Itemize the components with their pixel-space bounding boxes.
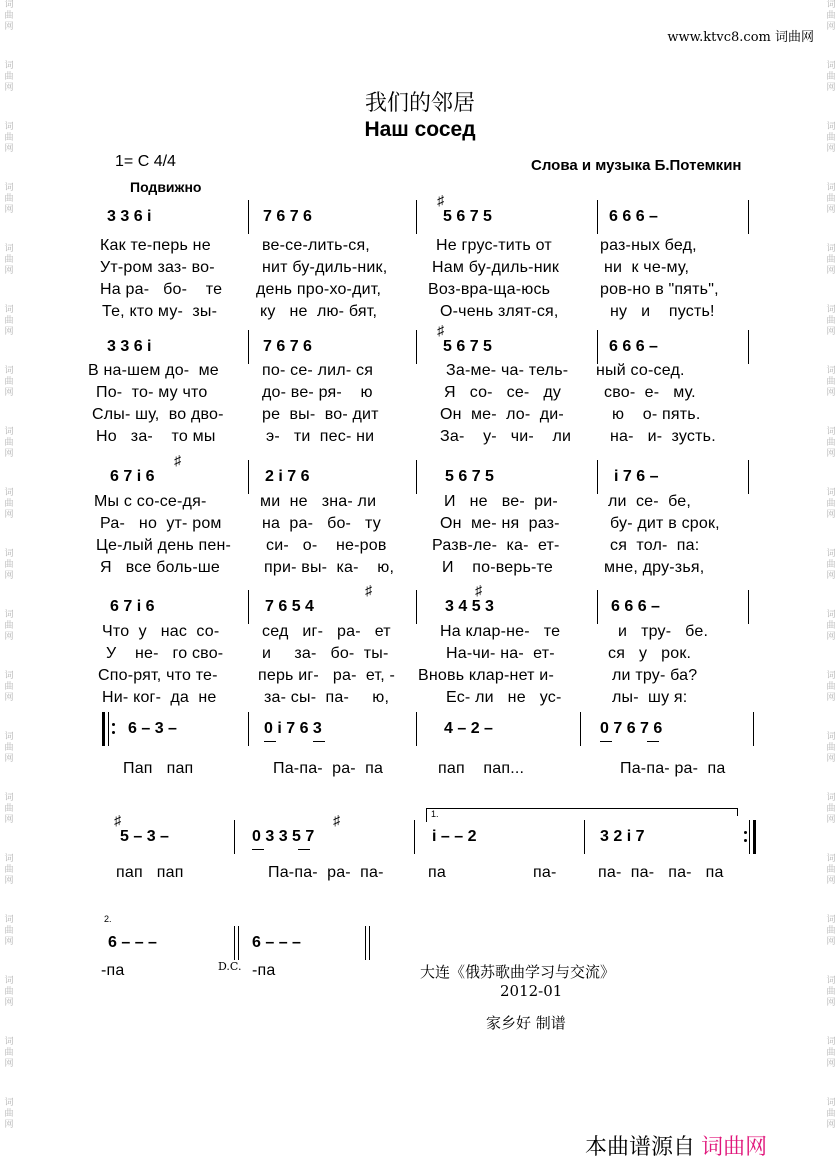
lyric-line: Це-лый день пен- <box>96 537 232 554</box>
lyric-line: Ни- ког- да не <box>102 689 217 706</box>
lyric-line: Пап пап <box>123 760 194 777</box>
watermark-glyph: 网 <box>826 266 836 276</box>
watermark-glyph: 词 <box>826 1098 836 1108</box>
lyric-line: мне, дру-зья, <box>604 559 705 576</box>
watermark-glyph: 词 <box>4 0 14 10</box>
watermark-glyph: 曲 <box>826 621 836 631</box>
sharp-sign: ♯ <box>365 582 372 598</box>
measure: 7 6 7 6 <box>263 208 312 225</box>
watermark-glyph: 曲 <box>826 743 836 753</box>
watermark-glyph: 网 <box>826 144 836 154</box>
watermark-gap <box>824 155 838 183</box>
lyric-line: О-чень злят-ся, <box>440 303 559 320</box>
lyric-line: ре вы- во- дит <box>262 406 379 423</box>
lyric-line: лы- шу я: <box>612 689 688 706</box>
lyric-line: Па-па- ра- па <box>620 760 726 777</box>
lyric-line: Мы с со-се-дя- <box>94 493 207 510</box>
watermark-glyph: 曲 <box>4 560 14 570</box>
watermark-gap <box>2 948 16 976</box>
measure: 7 6 7 6 <box>263 338 312 355</box>
measure: 5 – 3 – <box>120 828 169 845</box>
lyric-line: На ра- бо- те <box>100 281 223 298</box>
lyric-line: Ра- но ут- ром <box>100 515 222 532</box>
measure: 7 6 5 4 <box>265 598 314 615</box>
watermark-glyph: 曲 <box>4 743 14 753</box>
lyric-line: Слы- шу, во дво- <box>92 406 224 423</box>
watermark-gap <box>824 1009 838 1037</box>
watermark-glyph: 网 <box>4 205 14 215</box>
watermark-gap <box>824 582 838 610</box>
watermark-glyph: 曲 <box>826 194 836 204</box>
watermark-gap <box>824 521 838 549</box>
watermark-glyph: 网 <box>826 205 836 215</box>
watermark-gap <box>824 1131 838 1159</box>
watermark-glyph: 曲 <box>4 1048 14 1058</box>
watermark-gap <box>2 399 16 427</box>
watermark-gap <box>2 704 16 732</box>
watermark-glyph: 网 <box>826 449 836 459</box>
watermark-glyph: 网 <box>826 510 836 520</box>
sharp-sign: ♯ <box>475 582 482 598</box>
lyric-line: сво- е- му. <box>604 384 696 401</box>
underline-mark <box>600 741 612 742</box>
watermark-glyph: 曲 <box>4 682 14 692</box>
volta-bracket-1 <box>426 808 738 809</box>
lyric-line: За-ме- ча- тель- <box>446 362 569 379</box>
lyric-line: Но за- то мы <box>96 428 216 445</box>
measure: 5 6 7 5 <box>443 338 492 355</box>
sharp-sign: ♯ <box>333 812 340 828</box>
lyric-line: Па-па- ра- па- <box>268 864 384 881</box>
watermark-glyph: 网 <box>826 571 836 581</box>
lyric-line: В на-шем до- ме <box>88 362 219 379</box>
watermark-glyph: 网 <box>826 998 836 1008</box>
measure: i – – 2 <box>432 828 477 845</box>
title-chinese: 我们的邻居 <box>364 91 475 116</box>
watermark-glyph: 曲 <box>826 438 836 448</box>
repeat-dots <box>112 723 115 726</box>
watermark-glyph: 曲 <box>4 1109 14 1119</box>
tempo-marking: Подвижно <box>130 179 202 195</box>
repeat-dots <box>112 731 115 734</box>
watermark-glyph: 网 <box>4 998 14 1008</box>
watermark-glyph: 词 <box>4 427 14 437</box>
lyric-line: ве-се-лить-ся, <box>262 237 370 254</box>
watermark-glyph: 网 <box>826 327 836 337</box>
volta-label-2: 2. <box>104 914 112 924</box>
volta-bracket-1-edge <box>737 808 738 816</box>
watermark-gap <box>824 33 838 61</box>
measure: 2 i 7 6 <box>265 468 310 485</box>
lyric-line: -па <box>101 962 125 979</box>
watermark-glyph: 词 <box>4 305 14 315</box>
lyric-line: ку не лю- бят, <box>260 303 378 320</box>
lyric-line: па <box>428 864 446 881</box>
watermark-gap <box>2 521 16 549</box>
watermark-glyph: 词 <box>4 610 14 620</box>
lyric-line: на ра- бо- ту <box>262 515 381 532</box>
key-signature: 1= C 4/4 <box>115 153 176 170</box>
watermark-glyph: 词 <box>4 976 14 986</box>
lyric-line: ми не зна- ли <box>260 493 377 510</box>
watermark-right <box>824 0 838 1169</box>
watermark-glyph: 曲 <box>826 133 836 143</box>
watermark-gap <box>824 643 838 671</box>
watermark-gap <box>2 1131 16 1159</box>
volta-label-1: 1. <box>431 809 439 819</box>
lyric-line: Что у нас со- <box>102 623 220 640</box>
watermark-gap <box>824 216 838 244</box>
lyric-line: си- о- не-ров <box>266 537 387 554</box>
volta-bracket-1-edge <box>426 808 427 822</box>
watermark-glyph: 词 <box>4 854 14 864</box>
watermark-glyph: 曲 <box>4 438 14 448</box>
measure: 6 7 i 6 <box>110 468 155 485</box>
lyric-line: раз-ных бед, <box>600 237 697 254</box>
watermark-gap <box>2 643 16 671</box>
underline-mark <box>647 741 659 742</box>
watermark-gap <box>2 338 16 366</box>
lyric-line: на- и- зусть. <box>610 428 716 445</box>
underline-mark <box>264 741 276 742</box>
watermark-glyph: 曲 <box>826 72 836 82</box>
watermark-glyph: 词 <box>4 183 14 193</box>
site-url[interactable]: www.ktvc8.com 词曲网 <box>667 30 814 45</box>
watermark-glyph: 曲 <box>4 804 14 814</box>
sharp-sign: ♯ <box>437 192 444 208</box>
underline-mark <box>298 849 310 850</box>
measure: 0 3 3 5 7 <box>252 828 315 845</box>
watermark-glyph: 网 <box>826 1120 836 1130</box>
watermark-glyph: 曲 <box>4 499 14 509</box>
watermark-glyph: 曲 <box>4 865 14 875</box>
watermark-gap <box>2 765 16 793</box>
lyric-line: за- сы- па- ю, <box>264 689 390 706</box>
lyric-line: пап пап <box>116 864 184 881</box>
source-prefix: 本曲谱源自 <box>585 1134 696 1159</box>
lyric-line: Не грус-тить от <box>436 237 552 254</box>
watermark-glyph: 词 <box>826 61 836 71</box>
watermark-glyph: 词 <box>826 366 836 376</box>
watermark-glyph: 网 <box>4 1059 14 1069</box>
watermark-gap <box>2 887 16 915</box>
watermark-glyph: 曲 <box>826 560 836 570</box>
watermark-gap <box>824 887 838 915</box>
lyric-line: И по-верь-те <box>442 559 553 576</box>
watermark-glyph: 词 <box>826 305 836 315</box>
watermark-glyph: 词 <box>826 1037 836 1047</box>
lyric-line: па- <box>533 864 557 881</box>
watermark-gap <box>2 1070 16 1098</box>
watermark-glyph: 词 <box>826 122 836 132</box>
watermark-glyph: 曲 <box>826 804 836 814</box>
lyric-line: ный со-сед. <box>596 362 685 379</box>
watermark-gap <box>824 277 838 305</box>
watermark-glyph: 网 <box>826 815 836 825</box>
watermark-glyph: 网 <box>4 876 14 886</box>
repeat-dots <box>744 831 747 834</box>
watermark-glyph: 曲 <box>826 987 836 997</box>
watermark-gap <box>2 155 16 183</box>
lyric-line: И не ве- ри- <box>444 493 558 510</box>
watermark-glyph: 词 <box>826 488 836 498</box>
watermark-glyph: 曲 <box>826 316 836 326</box>
watermark-gap <box>824 826 838 854</box>
watermark-glyph: 词 <box>4 488 14 498</box>
watermark-glyph: 网 <box>4 144 14 154</box>
lyric-line: Он ме- ло- ди- <box>440 406 564 423</box>
sharp-sign: ♯ <box>437 322 444 338</box>
watermark-glyph: 曲 <box>4 133 14 143</box>
footer-date: 2012-01 <box>500 982 563 1000</box>
lyric-line: и тру- бе. <box>618 623 709 640</box>
lyric-line: сед иг- ра- ет <box>262 623 391 640</box>
watermark-glyph: 网 <box>826 754 836 764</box>
lyric-line: Ут-ром заз- во- <box>100 259 215 276</box>
watermark-glyph: 网 <box>4 327 14 337</box>
watermark-gap <box>2 1009 16 1037</box>
watermark-glyph: 网 <box>4 388 14 398</box>
measure: 6 6 6 – <box>609 338 658 355</box>
watermark-glyph: 网 <box>826 876 836 886</box>
lyric-line: до- ве- ря- ю <box>262 384 373 401</box>
lyric-line: За- у- чи- ли <box>440 428 572 445</box>
footer-source: 大连《俄苏歌曲学习与交流》 <box>420 963 616 981</box>
lyric-line: На клар-не- те <box>440 623 561 640</box>
watermark-gap <box>824 704 838 732</box>
watermark-glyph: 网 <box>4 22 14 32</box>
watermark-glyph: 词 <box>826 427 836 437</box>
lyric-line: По- то- му что <box>96 384 208 401</box>
watermark-glyph: 词 <box>826 732 836 742</box>
watermark-gap <box>2 582 16 610</box>
watermark-glyph: 曲 <box>826 11 836 21</box>
watermark-glyph: 曲 <box>4 11 14 21</box>
watermark-gap <box>824 1070 838 1098</box>
watermark-glyph: 词 <box>826 183 836 193</box>
watermark-glyph: 曲 <box>4 987 14 997</box>
watermark-glyph: 词 <box>826 244 836 254</box>
watermark-glyph: 网 <box>4 510 14 520</box>
measure: 6 6 6 – <box>609 208 658 225</box>
lyric-line: пап пап... <box>438 760 525 777</box>
lyric-line: бу- дит в срок, <box>610 515 720 532</box>
watermark-glyph: 词 <box>826 793 836 803</box>
watermark-glyph: 网 <box>4 449 14 459</box>
measure: 3 2 i 7 <box>600 828 645 845</box>
measure: 5 6 7 5 <box>443 208 492 225</box>
measure: 4 – 2 – <box>444 720 493 737</box>
watermark-gap <box>2 33 16 61</box>
lyric-line: Он ме- ня раз- <box>440 515 560 532</box>
dc-marking: D.C. <box>218 960 242 973</box>
watermark-glyph: 网 <box>4 266 14 276</box>
watermark-glyph: 网 <box>4 571 14 581</box>
measure: 3 3 6 i <box>107 338 152 355</box>
sharp-sign: ♯ <box>174 452 181 468</box>
watermark-gap <box>2 460 16 488</box>
watermark-gap <box>824 948 838 976</box>
lyric-line: Вновь клар-нет и- <box>418 667 554 684</box>
repeat-dots <box>744 839 747 842</box>
lyric-line: по- се- лил- ся <box>262 362 374 379</box>
watermark-glyph: 网 <box>4 693 14 703</box>
sharp-sign: ♯ <box>114 812 121 828</box>
watermark-glyph: 词 <box>4 915 14 925</box>
lyric-line: день про-хо-дит, <box>256 281 382 298</box>
watermark-glyph: 词 <box>826 671 836 681</box>
watermark-glyph: 网 <box>826 937 836 947</box>
watermark-glyph: 词 <box>826 549 836 559</box>
lyric-line: Те, кто му- зы- <box>102 303 218 320</box>
watermark-glyph: 词 <box>4 366 14 376</box>
watermark-gap <box>824 765 838 793</box>
watermark-glyph: 网 <box>4 937 14 947</box>
source-banner <box>585 1130 767 1161</box>
lyric-line: ну и пусть! <box>610 303 715 320</box>
measure: 6 6 6 – <box>611 598 660 615</box>
lyric-line: при- вы- ка- ю, <box>264 559 395 576</box>
watermark-glyph: 曲 <box>4 316 14 326</box>
watermark-glyph: 网 <box>4 754 14 764</box>
watermark-glyph: 网 <box>826 22 836 32</box>
watermark-glyph: 网 <box>826 693 836 703</box>
lyric-line: ни к че-му, <box>604 259 690 276</box>
watermark-glyph: 词 <box>4 793 14 803</box>
lyric-line: ли тру- ба? <box>612 667 698 684</box>
watermark-glyph: 词 <box>4 549 14 559</box>
lyric-line: ся у рок. <box>608 645 692 662</box>
measure: i 7 6 – <box>614 468 659 485</box>
measure: 6 – 3 – <box>128 720 177 737</box>
lyric-line: Спо-рят, что те- <box>98 667 218 684</box>
watermark-glyph: 词 <box>4 61 14 71</box>
lyric-line: Разв-ле- ка- ет- <box>432 537 560 554</box>
watermark-glyph: 网 <box>826 1059 836 1069</box>
lyric-line: Нам бу-диль-ник <box>432 259 560 276</box>
watermark-glyph: 词 <box>826 610 836 620</box>
measure: 6 – – – <box>108 934 157 951</box>
watermark-glyph: 网 <box>826 83 836 93</box>
lyric-line: перь иг- ра- ет, - <box>258 667 396 684</box>
watermark-glyph: 网 <box>4 83 14 93</box>
watermark-glyph: 网 <box>4 1120 14 1130</box>
lyric-line: нит бу-диль-ник, <box>262 259 388 276</box>
watermark-glyph: 网 <box>4 632 14 642</box>
watermark-glyph: 曲 <box>826 377 836 387</box>
lyric-line: Ес- ли не ус- <box>446 689 562 706</box>
lyric-line: па- па- па- па <box>598 864 724 881</box>
watermark-gap <box>824 399 838 427</box>
measure: 0 i 7 6 3 <box>264 720 322 737</box>
watermark-glyph: 曲 <box>4 194 14 204</box>
watermark-glyph: 词 <box>4 1037 14 1047</box>
footer-arranger: 家乡好 制谱 <box>486 1014 566 1032</box>
underline-mark <box>252 849 264 850</box>
watermark-glyph: 词 <box>826 976 836 986</box>
watermark-glyph: 词 <box>4 671 14 681</box>
watermark-glyph: 曲 <box>826 1109 836 1119</box>
lyric-line: ров-но в "пять", <box>600 281 719 298</box>
title-russian: Наш сосед <box>364 118 476 141</box>
lyric-line: ли се- бе, <box>608 493 692 510</box>
lyric-line: -па <box>252 962 276 979</box>
watermark-glyph: 词 <box>826 854 836 864</box>
watermark-gap <box>2 826 16 854</box>
measure: 6 7 i 6 <box>110 598 155 615</box>
watermark-glyph: 曲 <box>826 499 836 509</box>
underline-mark <box>313 741 325 742</box>
watermark-glyph: 曲 <box>4 377 14 387</box>
watermark-glyph: 曲 <box>826 865 836 875</box>
watermark-glyph: 曲 <box>826 255 836 265</box>
measure: 0 7 6 7 6 <box>600 720 663 737</box>
watermark-gap <box>2 277 16 305</box>
watermark-glyph: 词 <box>4 1098 14 1108</box>
lyric-line: Воз-вра-ща-юсь <box>428 281 551 298</box>
lyric-line: ся тол- па: <box>610 537 700 554</box>
watermark-glyph: 曲 <box>4 926 14 936</box>
lyric-line: Как те-перь не <box>100 237 211 254</box>
watermark-glyph: 曲 <box>826 926 836 936</box>
watermark-glyph: 曲 <box>4 255 14 265</box>
lyric-line: Па-па- ра- па <box>273 760 384 777</box>
watermark-gap <box>824 460 838 488</box>
watermark-glyph: 网 <box>826 388 836 398</box>
watermark-glyph: 曲 <box>4 72 14 82</box>
lyric-line: Я все боль-ше <box>100 559 220 576</box>
watermark-gap <box>824 338 838 366</box>
watermark-glyph: 词 <box>826 915 836 925</box>
lyric-line: На-чи- на- ет- <box>446 645 555 662</box>
lyric-line: ю о- пять. <box>612 406 701 423</box>
lyric-line: У не- го сво- <box>106 645 224 662</box>
lyric-line: Я со- се- ду <box>444 384 562 401</box>
watermark-glyph: 曲 <box>4 621 14 631</box>
watermark-glyph: 曲 <box>826 682 836 692</box>
watermark-glyph: 词 <box>4 732 14 742</box>
measure: 6 – – – <box>252 934 301 951</box>
lyric-line: и за- бо- ты- <box>262 645 389 662</box>
watermark-glyph: 网 <box>826 632 836 642</box>
watermark-glyph: 词 <box>4 244 14 254</box>
watermark-glyph: 词 <box>4 122 14 132</box>
source-brand-link[interactable]: 词曲网 <box>701 1134 768 1159</box>
watermark-glyph: 曲 <box>826 1048 836 1058</box>
author-credit: Слова и музыка Б.Потемкин <box>531 157 742 174</box>
lyric-line: э- ти пес- ни <box>266 428 375 445</box>
measure: 5 6 7 5 <box>445 468 494 485</box>
watermark-gap <box>2 216 16 244</box>
measure: 3 4 5 3 <box>445 598 494 615</box>
watermark-left <box>2 0 16 1169</box>
measure: 3 3 6 i <box>107 208 152 225</box>
watermark-glyph: 网 <box>4 815 14 825</box>
watermark-glyph: 词 <box>826 0 836 10</box>
